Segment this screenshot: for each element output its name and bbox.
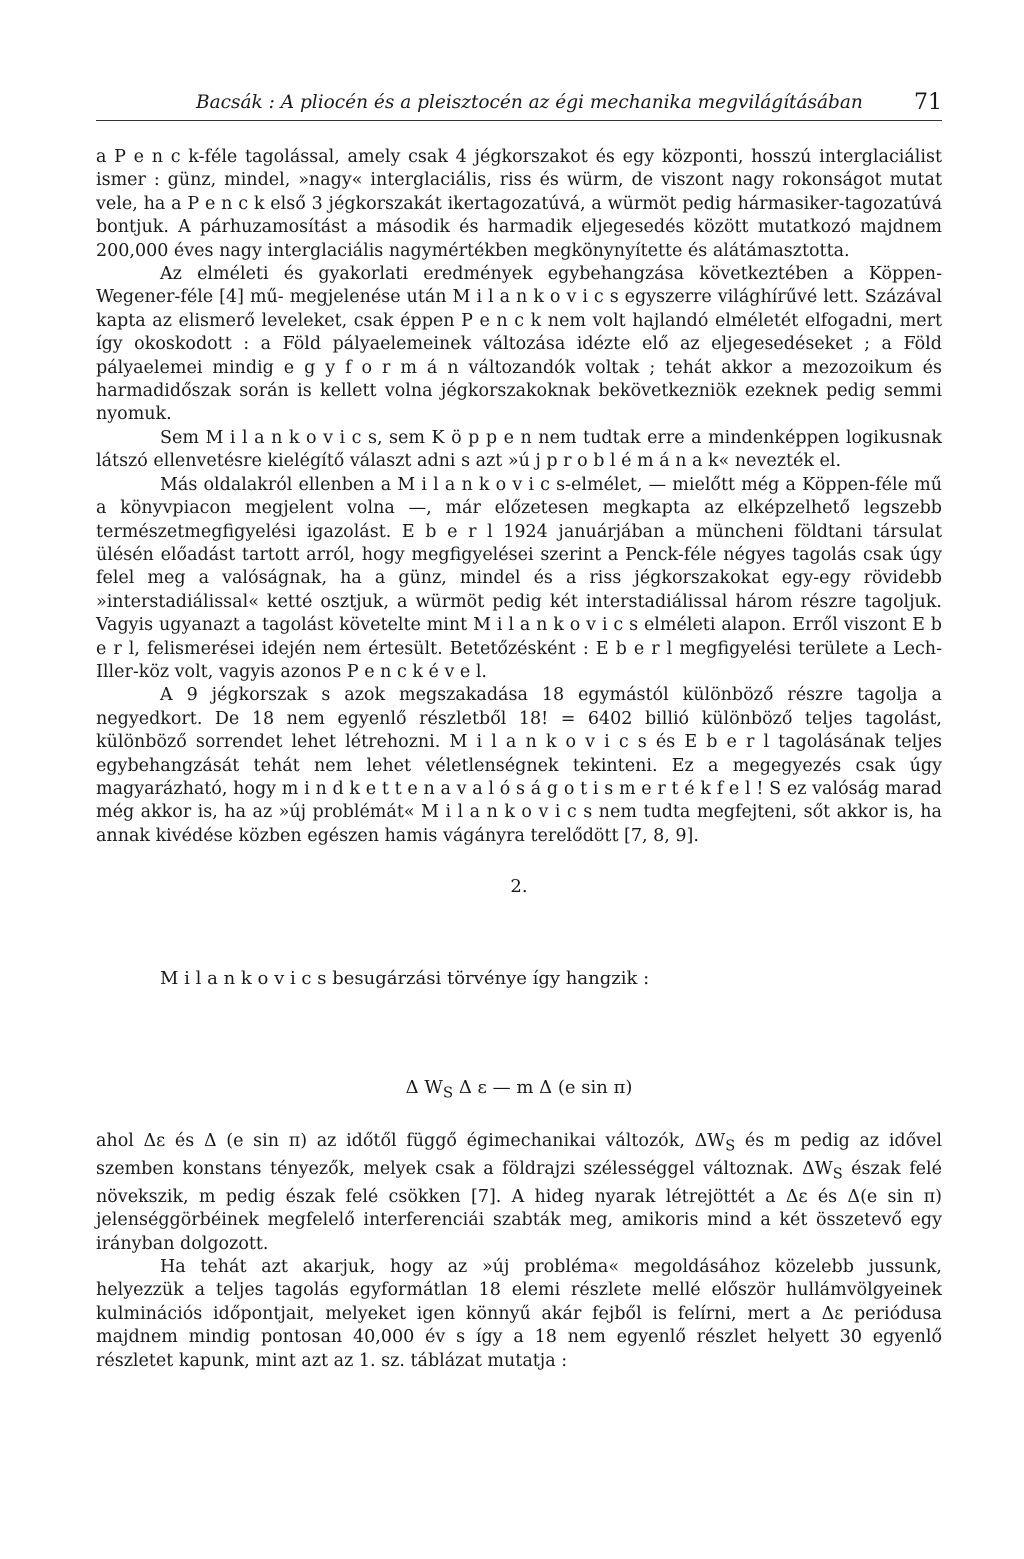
paragraph-continuation: a P e n c k-féle tagolással, amely csak 4 jégkorszakot és egy központi, hosszú interglaciálist ismer : günz, mindel, »nagy« interglaciális, riss és würm, de viszont nagy rokonságot mutat vele, ha a P e n c k első 3 jégkorszakát ikertagozatúvá, a würmöt pedig hármasiker-tagozatúvá bontjuk. A párhuzamosítást a második és harmadik eljegesedés között mutatkozó majdnem 200,000 éves nagy interglaciális nagymértékben megkönynyítette és alátámasztotta. <box>96 147 942 261</box>
lower-body-text <box>96 1130 942 1373</box>
law-intro-line: M i l a n k o v i c s besugárzási törvénye így hangzik : <box>160 968 650 989</box>
paragraph: Az elméleti és gyakorlati eredmények egybehangzása következtében a Köppen-Wegener-féle [4] mű- megjelenése után M i l a n k o v i c s egyszerre világhírűvé lett. Százával kapta az elismerő leveleket, csak éppen P e n c k nem volt hajlandó elméletét elfogadni, mert így okoskodott : a Föld pályaelemeinek változása idézte elő az eljegesedéseket ; a Föld pályaelemei mindig e g y f o r m á n változandók voltak ; tehát akkor a mezozoikum és harmadidőszak során is kellett volna jégkorszakoknak bekövetkezniök ezeknek pedig semmi nyomuk. <box>96 264 942 425</box>
insolation-formula: Δ $W_S$ Δ ε — m Δ (e sin π) <box>405 1077 633 1102</box>
paragraph: Sem M i l a n k o v i c s, sem K ö p p e n nem tudtak erre a mindenképpen logikusnak látszó ellenvetésre kielégítő választ adni s azt »ú j p r o b l é m á n a k« nevezték el. <box>96 427 942 472</box>
body-text <box>96 146 942 848</box>
document-page <box>96 0 942 1559</box>
paragraph: Ha tehát azt akarjuk, hogy az »új probléma« megoldásához közelebb jussunk, helyezzük a teljes tagolás egyformátlan 18 elemi részlete mellé először hullámvölgyeinek kulminációs időpontjait, melyeket igen könnyű akár fejből is felírni, mert a Δε periódusa majdnem mindig pontosan 40,000 év s így a 18 nem egyenlő részlet helyett 30 egyenlő részletet kapunk, mint azt az 1. sz. táblázat mutatja : <box>96 1257 942 1371</box>
running-title: Bacsák : A pliocén és a pleisztocén az égi mechanika megvilágításában <box>196 92 863 113</box>
page-number: 71 <box>914 90 942 115</box>
section-number: 2. <box>510 876 528 897</box>
paragraph: A 9 jégkorszak s azok megszakadása 18 egymástól különböző részre tagolja a negyedkort. De 18 nem egyenlő részletből 18! = 6402 billió különböző teljes tagolást, különböző sorrendet lehet létrehozni. M i l a n k o v i c s és E b e r l tagolásának teljes egybehangzását tehát nem lehet véletlenségnek tekinteni. Ez a megegyezés csak úgy magyarázható, hogy m i n d k e t t e n a v a l ó s á g o t i s m e r t é k f e l ! S ez valóság marad még akkor is, ha az »új problémát« M i l a n k o v i c s nem tudta megfejteni, sőt akkor is, ha annak kivédése közben egészen hamis vágányra terelődött [7, 8, 9]. <box>96 685 942 846</box>
running-header <box>96 88 942 121</box>
paragraph: Más oldalakról ellenben a M i l a n k o v i c s-elmélet, — mielőtt még a Köppen-féle mű a könyvpiacon megjelent volna —, már előzetesen megkapta az elképzelhető legszebb természetmegfigyelési igazolást. E b e r l 1924 januárjában a müncheni földtani társulat ülésén előadást tartott arról, hogy megfigyelései szerint a Penck-féle négyes tagolás csak úgy felel meg a valóságnak, ha a günz, mindel és a riss jégkorszakokat egy-egy rövidebb »interstadiálissal« ketté osztjuk, a würmöt pedig két interstadiálissal három részre tagoljuk. Vagyis ugyanazt a tagolást követelte mint M i l a n k o v i c s elméleti alapon. Erről viszont E b e r l, felismerései idején nem értesült. Betetőzésként : E b e r l megfigyelési területe a Lech-Iller-köz volt, vagyis azonos P e n c k é v e l. <box>96 474 942 682</box>
paragraph: ahol Δε és Δ (e sin π) az időtől függő égimechanikai változók, $\Delta W_S$ és m pedig az idővel szemben konstans tényezők, melyek csak a földrajzi szélességgel változnak. $\Delta W_S$ észak felé növekszik, m pedig észak felé csökken [7]. A hideg nyarak létrejöttét a Δε és Δ(e sin π) jelenséggörbéinek megfelelő interferenciái szabták meg, amikoris mind a két összetevő egy irányban dolgozott. <box>96 1131 942 1254</box>
